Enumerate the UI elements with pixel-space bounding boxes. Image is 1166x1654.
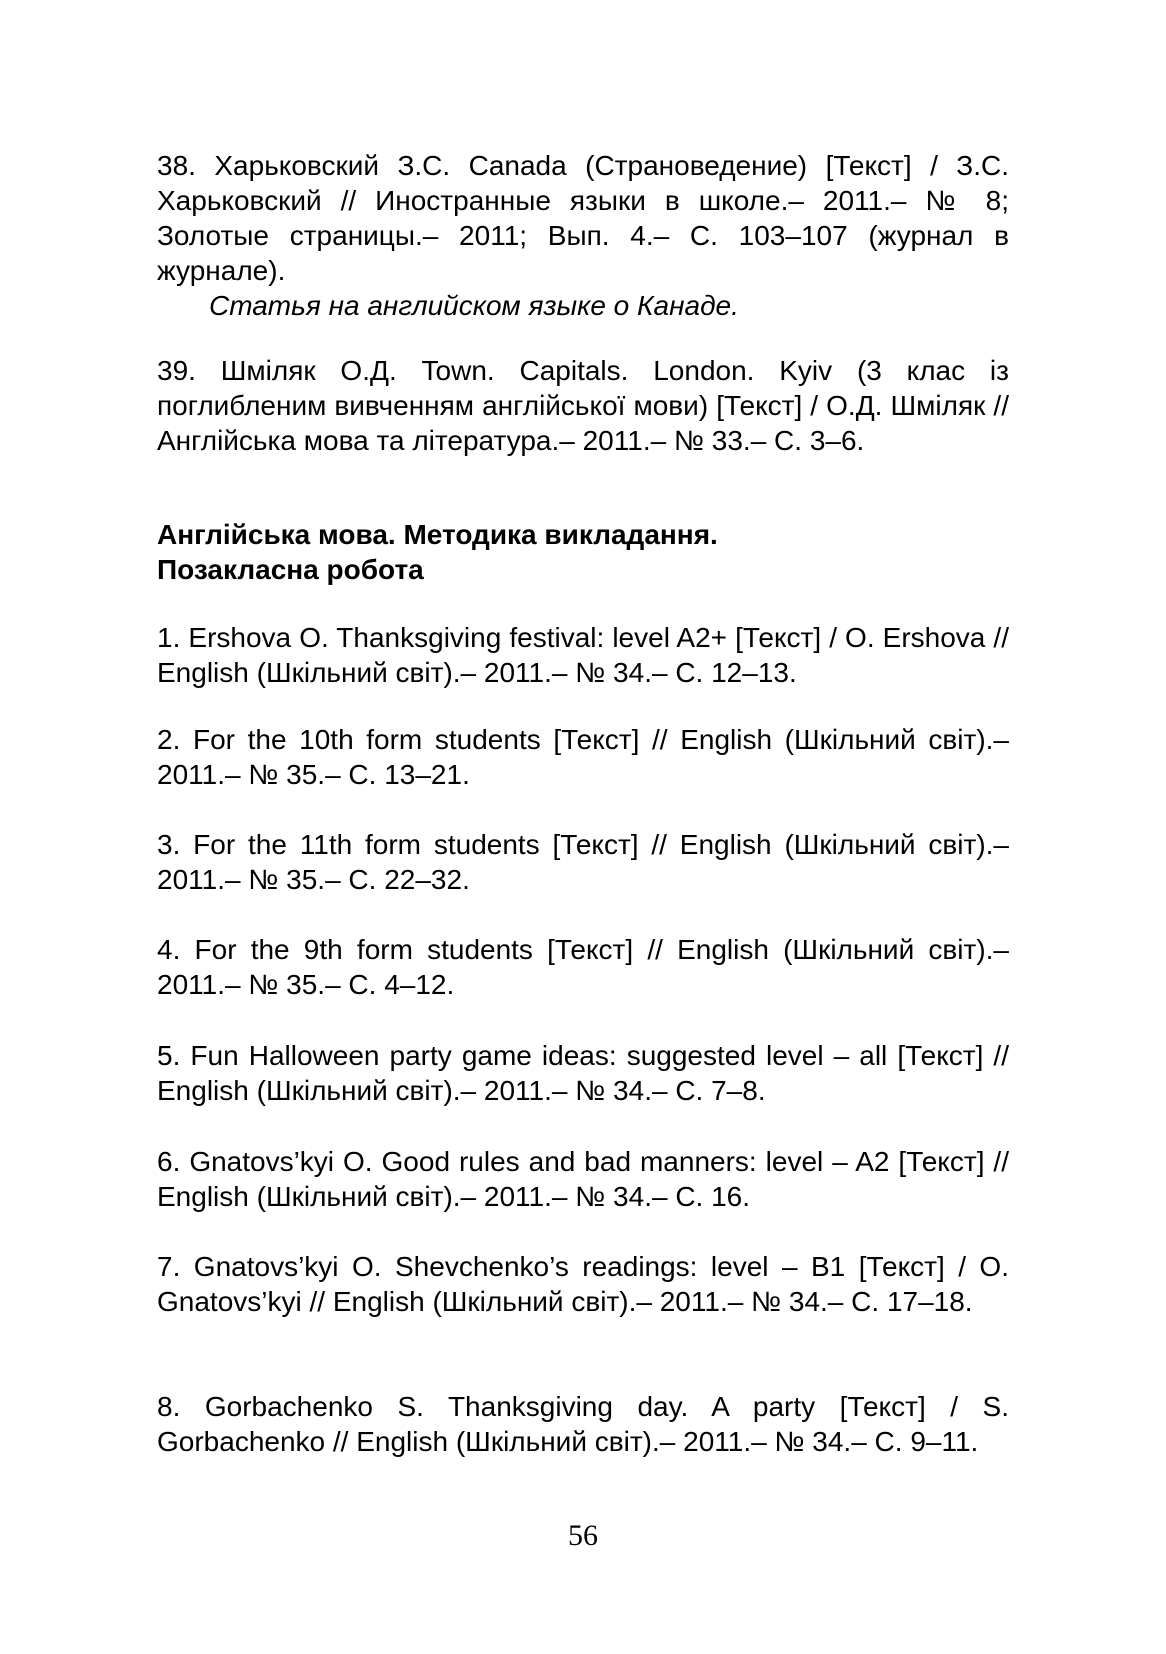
document-page	[157, 0, 1009, 1654]
bibliography-entry-3	[157, 827, 1009, 897]
bibliography-entry-2	[157, 722, 1009, 792]
bibliography-entry-38	[157, 148, 1009, 323]
section-heading	[157, 517, 1009, 587]
entry-text: 38. Харьковский З.С. Canada (Страноведение) [Текст] / З.С. Харьковский // Иностранные языки в школе.– 2011.– № 8; Золотые страницы.– 2011; Вып. 4.– С. 103–107 (журнал в журнале).	[157, 150, 1009, 286]
bibliography-entry-4	[157, 932, 1009, 1002]
section-heading-line-2: Позакласна робота	[157, 554, 424, 585]
bibliography-entry-8	[157, 1389, 1009, 1459]
bibliography-entry-6	[157, 1144, 1009, 1214]
bibliography-entry-7	[157, 1249, 1009, 1319]
entry-text: 4. For the 9th form students [Текст] // English (Шкільний світ).– 2011.– № 35.– С. 4–12.	[157, 934, 1009, 1000]
entry-text: 6. Gnatovs’kyi O. Good rules and bad manners: level – A2 [Текст] // English (Шкільний світ).– 2011.– № 34.– С. 16.	[157, 1146, 1009, 1212]
entry-annotation: Статья на английском языке о Канаде.	[209, 290, 739, 321]
entry-text: 2. For the 10th form students [Текст] // English (Шкільний світ).– 2011.– № 35.– С. 13–21.	[157, 724, 1009, 790]
page-number: 56	[568, 1519, 598, 1552]
bibliography-entry-1	[157, 620, 1009, 690]
bibliography-entry-5	[157, 1038, 1009, 1108]
entry-text: 5. Fun Halloween party game ideas: suggested level – all [Текст] // English (Шкільний світ).– 2011.– № 34.– С. 7–8.	[157, 1040, 1009, 1106]
entry-text: 1. Ershova O. Thanksgiving festival: level A2+ [Текст] / O. Ershova // English (Шкільний світ).– 2011.– № 34.– С. 12–13.	[157, 622, 1009, 688]
bibliography-entry-39	[157, 353, 1009, 458]
entry-text: 7. Gnatovs’kyi O. Shevchenko’s readings: level – B1 [Текст] / O. Gnatovs’kyi // English (Шкільний світ).– 2011.– № 34.– С. 17–18.	[157, 1251, 1009, 1317]
entry-text: 8. Gorbachenko S. Thanksgiving day. A party [Текст] / S. Gorbachenko // English (Шкільний світ).– 2011.– № 34.– С. 9–11.	[157, 1391, 1009, 1457]
entry-text: 39. Шміляк О.Д. Town. Capitals. London. Kyiv (3 клас із поглибленим вивченням англійської мови) [Текст] / О.Д. Шміляк // Англійська мова та література.– 2011.– № 33.– С. 3–6.	[157, 355, 1009, 456]
entry-text: 3. For the 11th form students [Текст] // English (Шкільний світ).– 2011.– № 35.– С. 22–32.	[157, 829, 1009, 895]
section-heading-line-1: Англійська мова. Методика викладання.	[157, 519, 718, 550]
